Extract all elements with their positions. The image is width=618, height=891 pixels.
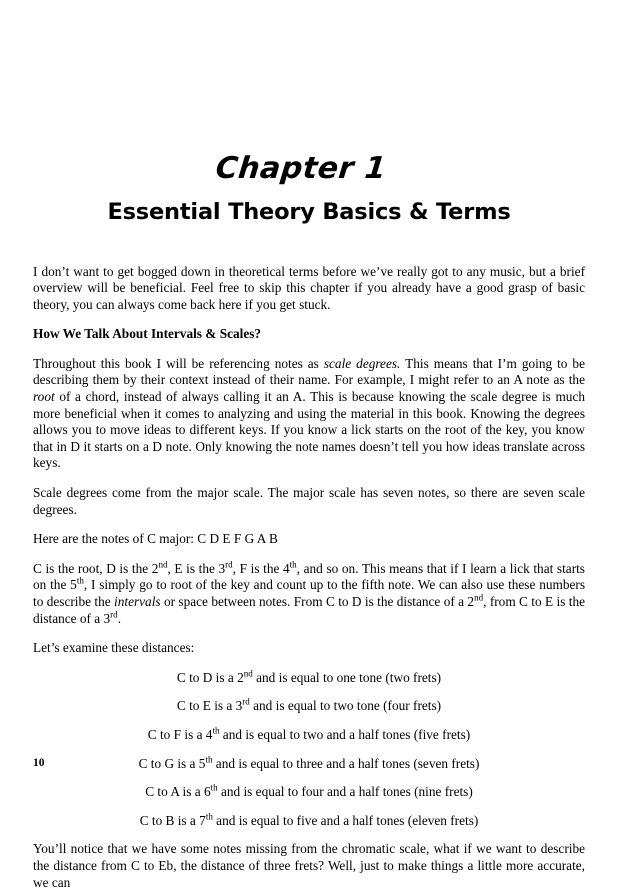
text-run: Throughout this book I will be referencing notes as [33, 356, 324, 371]
interval-prefix: C to G is a 5 [139, 756, 206, 771]
page-title: Essential Theory Basics & Terms [33, 187, 585, 226]
paragraph-examine-distances: Let’s examine these distances: [33, 640, 585, 657]
interval-suffix: and is equal to two and a half tones (five frets) [219, 727, 470, 742]
text-run: , E is the 3 [167, 561, 225, 576]
paragraph-major-scale: Scale degrees come from the major scale. The major scale has seven notes, so there are seven scale degrees. [33, 485, 585, 518]
paragraph-chromatic-note: You’ll notice that we have some notes missing from the chromatic scale, what if we want to describe the distance from C to Eb, the distance of three frets? Well, just to make things a little more accurate, we can [33, 841, 585, 891]
ordinal-suffix: th [211, 783, 218, 793]
interval-list [33, 670, 585, 830]
paragraph-scale-degrees [33, 356, 585, 472]
ordinal-suffix: rd [110, 609, 118, 619]
text-run: . [118, 611, 121, 626]
text-run: This means that I’m going to be describing them by their context instead of their name. For example, I might refer to an A note as the [33, 356, 585, 388]
ordinal-suffix: rd [225, 559, 233, 569]
ordinal-suffix: th [77, 576, 84, 586]
text-run: , I simply go to root of the key and count up to the fifth note. We can also use these numbers to describe the [33, 577, 585, 609]
interval-suffix: and is equal to five and a half tones (eleven frets) [213, 813, 478, 828]
page-content [33, 0, 585, 891]
interval-prefix: C to E is a 3 [177, 698, 242, 713]
text-run: C is the root, D is the 2 [33, 561, 158, 576]
body-text [33, 264, 585, 891]
ordinal-suffix: nd [158, 559, 167, 569]
list-item [33, 670, 585, 687]
text-run: or space between notes. From C to D is the distance of a 2 [161, 594, 475, 609]
text-run: , F is the 4 [233, 561, 290, 576]
emphasis-scale-degrees: scale degrees. [324, 356, 401, 371]
interval-suffix: and is equal to one tone (two frets) [253, 670, 441, 685]
list-item [33, 756, 585, 773]
text-run: of a chord, instead of always calling it an A. This is because knowing the scale degree is much more beneficial when it comes to analyzing and using the material in this book. Knowing the degrees allows you to move ideas to different keys. If you know a lick starts on the root of the key, you know that in D it starts on a D note. Only knowing the note names doesn’t tell you how ideas translate across keys. [33, 389, 585, 470]
page-number: 10 [33, 757, 45, 769]
ordinal-suffix: th [290, 559, 297, 569]
interval-suffix: and is equal to three and a half tones (seven frets) [212, 756, 479, 771]
intro-paragraph: I don’t want to get bogged down in theoretical terms before we’ve really got to any music, but a brief overview will be beneficial. Feel free to skip this chapter if you already have a good grasp of basic theory, you can always come back here if you get stuck. [33, 264, 585, 314]
interval-prefix: C to F is a 4 [148, 727, 213, 742]
list-item [33, 727, 585, 744]
ordinal-suffix: th [205, 754, 212, 764]
list-item [33, 784, 585, 801]
ordinal-suffix: th [206, 811, 213, 821]
paragraph-degrees-explained [33, 561, 585, 627]
interval-suffix: and is equal to four and a half tones (nine frets) [218, 784, 473, 799]
emphasis-root: root [33, 389, 55, 404]
chapter-label: Chapter 1 [23, 0, 595, 187]
text-run: , and so on. This means that if I learn a lick that starts on the 5 [33, 561, 585, 593]
paragraph-c-major-notes: Here are the notes of C major: C D E F G A B [33, 531, 585, 548]
interval-prefix: C to B is a 7 [140, 813, 206, 828]
section-subheading: How We Talk About Intervals & Scales? [33, 326, 585, 343]
ordinal-suffix: nd [474, 593, 483, 603]
ordinal-suffix: th [212, 726, 219, 736]
text-run: , from C to E is the distance of a 3 [33, 594, 585, 626]
list-item [33, 698, 585, 715]
interval-prefix: C to A is a 6 [145, 784, 210, 799]
emphasis-intervals: intervals [114, 594, 161, 609]
interval-prefix: C to D is a 2 [177, 670, 244, 685]
interval-suffix: and is equal to two tone (four frets) [250, 698, 441, 713]
ordinal-suffix: rd [242, 697, 250, 707]
ordinal-suffix: nd [244, 668, 253, 678]
list-item [33, 813, 585, 830]
